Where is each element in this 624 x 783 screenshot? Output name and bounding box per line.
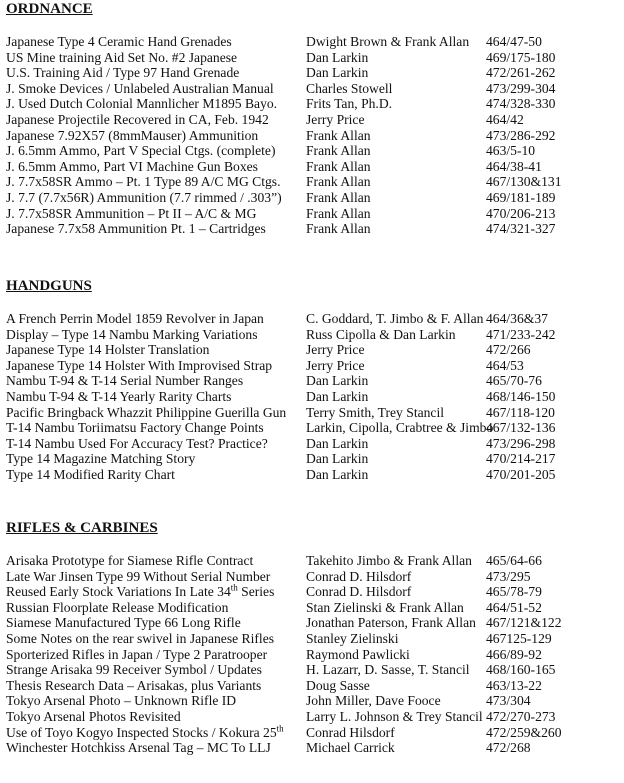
article-author: Dan Larkin: [306, 65, 369, 81]
article-title: Japanese Type 14 Holster Translation: [6, 342, 210, 358]
article-reference: 466/89-92: [486, 646, 542, 662]
article-reference: 467/130&131: [486, 174, 562, 190]
article-reference: 473/295: [486, 568, 531, 584]
article-title: Nambu T-94 & T-14 Serial Number Ranges: [6, 373, 244, 389]
article-title: Use of Toyo Kogyo Inspected Stocks / Kokura 25th: [6, 723, 284, 740]
article-title: Winchester Hotchkiss Arsenal Tag – MC To LLJ: [6, 740, 271, 756]
article-title: US Mine training Aid Set No. #2 Japanese: [6, 49, 238, 65]
article-author: Takehito Jimbo & Frank Allan: [306, 553, 472, 568]
section-title: RIFLES & CARBINES: [6, 520, 158, 536]
article-author: Charles Stowell: [306, 80, 393, 96]
article-author: Dwight Brown & Frank Allan: [306, 34, 470, 49]
article-author: Dan Larkin: [306, 435, 369, 451]
article-title: Strange Arisaka 99 Receiver Symbol / Updates: [6, 662, 262, 678]
article-reference: 467125-129: [486, 630, 552, 646]
article-title: J. 7.7 (7.7x56R) Ammunition (7.7 rimmed / .303”): [6, 189, 282, 205]
article-author: Dan Larkin: [306, 451, 369, 467]
article-author: Michael Carrick: [306, 740, 395, 756]
article-title: J. Smoke Devices / Unlabeled Australian Manual: [6, 80, 274, 96]
article-reference: 467/118-120: [486, 404, 555, 420]
article-author: Dan Larkin: [306, 49, 369, 65]
article-author: Doug Sasse: [306, 677, 370, 693]
article-author: Conrad D. Hilsdorf: [306, 584, 412, 600]
article-title: Display – Type 14 Nambu Marking Variations: [6, 326, 258, 342]
article-author: Jerry Price: [306, 342, 365, 358]
article-author: C. Goddard, T. Jimbo & F. Allan: [306, 311, 484, 326]
section-title: ORDNANCE: [6, 1, 93, 17]
article-author: Frank Allan: [306, 143, 371, 159]
article-author: Russ Cipolla & Dan Larkin: [306, 326, 456, 342]
article-author: Frank Allan: [306, 127, 371, 143]
article-author: Larry L. Johnson & Trey Stancil: [306, 708, 483, 724]
article-reference: 472/259&260: [486, 724, 562, 740]
article-title: Type 14 Magazine Matching Story: [6, 451, 196, 467]
article-title: Reused Early Stock Variations In Late 34th Series: [6, 582, 275, 600]
article-reference: 463/5-10: [486, 143, 536, 159]
article-title: Sporterized Rifles in Japan / Type 2 Paratrooper: [6, 646, 268, 662]
article-title: Type 14 Modified Rarity Chart: [6, 466, 175, 482]
article-reference: 465/64-66: [486, 553, 542, 568]
article-author: Jerry Price: [306, 111, 365, 127]
article-title: J. 6.5mm Ammo, Part V Special Ctgs. (complete): [6, 143, 276, 159]
article-author: Dan Larkin: [306, 373, 369, 389]
article-reference: 470/201-205: [486, 466, 556, 482]
article-reference: 473/299-304: [486, 80, 556, 96]
article-author: Terry Smith, Trey Stancil: [306, 404, 445, 420]
article-title: Nambu T-94 & T-14 Yearly Rarity Charts: [6, 388, 232, 404]
article-reference: 464/51-52: [486, 599, 542, 615]
article-title: Japanese Type 14 Holster With Improvised Strap: [6, 357, 273, 373]
article-title: J. 6.5mm Ammo, Part VI Machine Gun Boxes: [6, 158, 258, 174]
article-reference: 464/38-41: [486, 158, 542, 174]
article-title: Some Notes on the rear swivel in Japanese Rifles: [6, 630, 275, 646]
article-reference: 468/160-165: [486, 662, 556, 678]
article-title: Late War Jinsen Type 99 Without Serial Number: [6, 568, 271, 584]
article-reference: 472/266: [486, 342, 531, 358]
article-reference: 472/268: [486, 740, 531, 756]
article-author: John Miller, Dave Fooce: [306, 693, 441, 709]
article-title: Tokyo Arsenal Photos Revisited: [6, 708, 181, 724]
article-author: Frank Allan: [306, 221, 371, 237]
section-ordnance: [6, 0, 562, 237]
section-rifles-carbines: [6, 519, 562, 756]
article-title: T-14 Nambu Used For Accuracy Test? Practice?: [6, 435, 268, 451]
article-reference: 474/321-327: [486, 221, 556, 237]
article-author: H. Lazarr, D. Sasse, T. Stancil: [306, 662, 470, 678]
article-reference: 474/328-330: [486, 96, 556, 112]
article-reference: 470/214-217: [486, 451, 556, 467]
article-reference: 464/47-50: [486, 34, 542, 49]
article-author: Dan Larkin: [306, 388, 369, 404]
section-title: HANDGUNS: [6, 278, 92, 294]
article-title: Siamese Manufactured Type 66 Long Rifle: [6, 615, 241, 631]
article-author: Larkin, Cipolla, Crabtree & Jimbo: [306, 420, 494, 436]
article-reference: 473/296-298: [486, 435, 556, 451]
article-reference: 469/175-180: [486, 49, 556, 65]
article-title: J. 7.7x58SR Ammunition – Pt II – A/C & MG: [6, 205, 257, 221]
article-reference: 467/132-136: [486, 420, 556, 436]
article-author: Frits Tan, Ph.D.: [306, 96, 393, 112]
article-reference: 472/270-273: [486, 708, 556, 724]
article-reference: 469/181-189: [486, 189, 556, 205]
article-title: J. Used Dutch Colonial Mannlicher M1895 Bayo.: [6, 96, 278, 112]
article-title: Japanese 7.7x58 Ammunition Pt. 1 – Cartridges: [6, 221, 266, 237]
article-author: Conrad Hilsdorf: [306, 724, 395, 740]
article-title: Thesis Research Data – Arisakas, plus Variants: [6, 677, 262, 693]
article-reference: 464/42: [486, 111, 524, 127]
article-title: Tokyo Arsenal Photo – Unknown Rifle ID: [6, 693, 237, 709]
section-handguns: [6, 277, 556, 482]
article-title: T-14 Nambu Toriimatsu Factory Change Points: [6, 420, 264, 436]
article-author: Frank Allan: [306, 174, 371, 190]
article-reference: 473/304: [486, 693, 531, 709]
article-author: Frank Allan: [306, 205, 371, 221]
article-title: Russian Floorplate Release Modification: [6, 599, 229, 615]
article-author: Raymond Pawlicki: [306, 646, 410, 662]
article-title: Pacific Bringback Whazzit Philippine Guerilla Gun: [6, 404, 287, 420]
article-author: Jonathan Paterson, Frank Allan: [306, 615, 476, 631]
article-reference: 470/206-213: [486, 205, 556, 221]
article-author: Conrad D. Hilsdorf: [306, 568, 412, 584]
article-reference: 463/13-22: [486, 677, 542, 693]
article-reference: 464/53: [486, 357, 524, 373]
article-reference: 473/286-292: [486, 127, 556, 143]
article-author: Jerry Price: [306, 357, 365, 373]
article-author: Stanley Zielinski: [306, 630, 399, 646]
article-reference: 467/121&122: [486, 615, 562, 631]
article-title: Japanese 7.92X57 (8mmMauser) Ammunition: [6, 127, 259, 143]
article-title: J. 7.7x58SR Ammo – Pt. 1 Type 89 A/C MG Ctgs.: [6, 174, 281, 190]
article-reference: 464/36&37: [486, 311, 548, 326]
article-title: Japanese Projectile Recovered in CA, Feb. 1942: [6, 111, 269, 127]
article-title: Arisaka Prototype for Siamese Rifle Contract: [6, 553, 254, 568]
article-title: A French Perrin Model 1859 Revolver in Japan: [6, 311, 264, 326]
article-reference: 465/70-76: [486, 373, 542, 389]
article-reference: 472/261-262: [486, 65, 556, 81]
article-reference: 471/233-242: [486, 326, 556, 342]
article-reference: 465/78-79: [486, 584, 542, 600]
article-reference: 468/146-150: [486, 388, 556, 404]
article-author: Frank Allan: [306, 189, 371, 205]
article-author: Dan Larkin: [306, 466, 369, 482]
article-title: Japanese Type 4 Ceramic Hand Grenades: [6, 34, 232, 49]
article-author: Stan Zielinski & Frank Allan: [306, 599, 464, 615]
article-author: Frank Allan: [306, 158, 371, 174]
article-title: U.S. Training Aid / Type 97 Hand Grenade: [6, 65, 240, 81]
